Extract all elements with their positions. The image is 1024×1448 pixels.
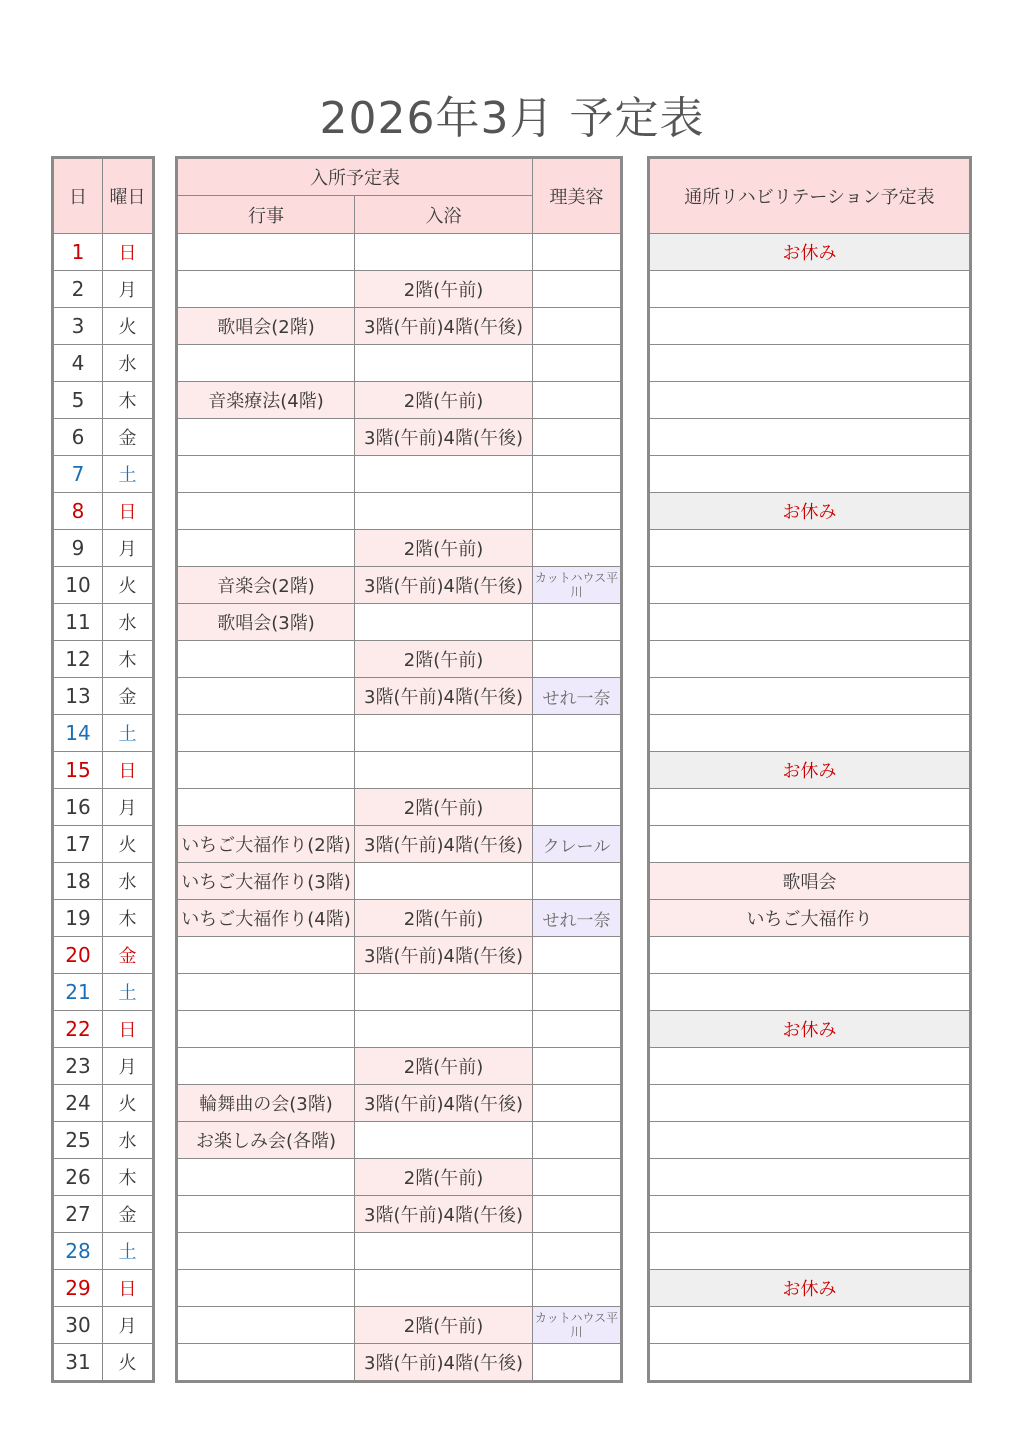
date-row — [53, 1196, 154, 1233]
weekday-cell: 木 — [103, 900, 154, 937]
daycare-row — [649, 641, 971, 678]
barber-cell: せれ一奈 — [533, 900, 622, 937]
bath-cell: 2階(午前) — [355, 271, 533, 308]
day-number: 12 — [53, 641, 103, 678]
resident-row — [177, 1307, 622, 1344]
daycare-cell — [649, 974, 971, 1011]
bath-cell: 2階(午前) — [355, 530, 533, 567]
daycare-cell — [649, 789, 971, 826]
barber-cell: カットハウス平川 — [533, 1307, 622, 1344]
date-row — [53, 493, 154, 530]
date-row — [53, 271, 154, 308]
day-number: 27 — [53, 1196, 103, 1233]
barber-cell: せれ一奈 — [533, 678, 622, 715]
daycare-header: 通所リハビリテーション予定表 — [649, 158, 971, 234]
daycare-cell — [649, 1048, 971, 1085]
resident-row — [177, 604, 622, 641]
date-table — [51, 156, 155, 1383]
weekday-cell: 金 — [103, 937, 154, 974]
bath-cell: 3階(午前)4階(午後) — [355, 1344, 533, 1382]
event-cell: 歌唱会(2階) — [177, 308, 355, 345]
resident-row — [177, 271, 622, 308]
day-number: 4 — [53, 345, 103, 382]
day-number: 23 — [53, 1048, 103, 1085]
barber-cell: カットハウス平川 — [533, 567, 622, 604]
weekday-cell: 金 — [103, 419, 154, 456]
day-header: 日 — [53, 158, 103, 234]
bath-cell — [355, 863, 533, 900]
date-row — [53, 1011, 154, 1048]
event-cell: お楽しみ会(各階) — [177, 1122, 355, 1159]
date-row — [53, 641, 154, 678]
daycare-cell — [649, 678, 971, 715]
daycare-cell — [649, 456, 971, 493]
event-cell — [177, 1011, 355, 1048]
resident-row — [177, 1233, 622, 1270]
barber-cell — [533, 1233, 622, 1270]
event-cell: いちご大福作り(3階) — [177, 863, 355, 900]
event-cell — [177, 419, 355, 456]
date-row — [53, 863, 154, 900]
daycare-cell — [649, 271, 971, 308]
resident-row — [177, 456, 622, 493]
day-number: 19 — [53, 900, 103, 937]
bath-cell: 2階(午前) — [355, 1307, 533, 1344]
day-number: 1 — [53, 234, 103, 271]
daycare-row — [649, 1011, 971, 1048]
event-cell — [177, 1196, 355, 1233]
resident-row — [177, 345, 622, 382]
event-cell — [177, 641, 355, 678]
day-number: 16 — [53, 789, 103, 826]
date-row — [53, 789, 154, 826]
daycare-row — [649, 1307, 971, 1344]
bath-cell: 3階(午前)4階(午後) — [355, 308, 533, 345]
daycare-row — [649, 271, 971, 308]
resident-row — [177, 937, 622, 974]
day-number: 14 — [53, 715, 103, 752]
weekday-cell: 火 — [103, 826, 154, 863]
weekday-cell: 火 — [103, 567, 154, 604]
daycare-cell — [649, 345, 971, 382]
barber-cell — [533, 234, 622, 271]
day-number: 31 — [53, 1344, 103, 1382]
date-row — [53, 1159, 154, 1196]
resident-row — [177, 789, 622, 826]
day-number: 5 — [53, 382, 103, 419]
date-row — [53, 826, 154, 863]
date-row — [53, 1270, 154, 1307]
daycare-row — [649, 604, 971, 641]
resident-row — [177, 752, 622, 789]
date-row — [53, 1048, 154, 1085]
bath-cell — [355, 1011, 533, 1048]
daycare-cell: お休み — [649, 752, 971, 789]
date-row — [53, 567, 154, 604]
event-cell — [177, 456, 355, 493]
bath-cell: 2階(午前) — [355, 1048, 533, 1085]
resident-row — [177, 974, 622, 1011]
resident-row — [177, 419, 622, 456]
daycare-cell — [649, 419, 971, 456]
daycare-cell — [649, 382, 971, 419]
event-cell — [177, 678, 355, 715]
weekday-cell: 日 — [103, 234, 154, 271]
barber-cell — [533, 419, 622, 456]
event-cell — [177, 1233, 355, 1270]
daycare-cell: 歌唱会 — [649, 863, 971, 900]
event-cell — [177, 271, 355, 308]
weekday-cell: 日 — [103, 1011, 154, 1048]
daycare-cell: いちご大福作り — [649, 900, 971, 937]
bath-cell: 2階(午前) — [355, 1159, 533, 1196]
daycare-row — [649, 567, 971, 604]
event-cell — [177, 234, 355, 271]
weekday-cell: 月 — [103, 1048, 154, 1085]
barber-cell — [533, 1159, 622, 1196]
date-row — [53, 1085, 154, 1122]
event-cell — [177, 1270, 355, 1307]
daycare-row — [649, 1159, 971, 1196]
event-cell — [177, 345, 355, 382]
barber-cell — [533, 752, 622, 789]
daycare-row — [649, 382, 971, 419]
resident-row — [177, 678, 622, 715]
date-row — [53, 752, 154, 789]
date-row — [53, 308, 154, 345]
event-cell — [177, 974, 355, 1011]
daycare-cell — [649, 530, 971, 567]
daycare-cell — [649, 715, 971, 752]
bath-cell — [355, 493, 533, 530]
resident-row — [177, 1011, 622, 1048]
barber-cell — [533, 456, 622, 493]
event-header: 行事 — [177, 196, 355, 234]
resident-row — [177, 382, 622, 419]
event-cell — [177, 493, 355, 530]
event-cell: 歌唱会(3階) — [177, 604, 355, 641]
bath-cell: 3階(午前)4階(午後) — [355, 567, 533, 604]
weekday-cell: 水 — [103, 863, 154, 900]
resident-row — [177, 641, 622, 678]
event-cell: 音楽会(2階) — [177, 567, 355, 604]
resident-row — [177, 530, 622, 567]
date-row — [53, 900, 154, 937]
resident-row — [177, 826, 622, 863]
date-row — [53, 1344, 154, 1382]
day-number: 9 — [53, 530, 103, 567]
date-row — [53, 937, 154, 974]
event-cell — [177, 1344, 355, 1382]
daycare-cell — [649, 1307, 971, 1344]
resident-row — [177, 863, 622, 900]
bath-cell — [355, 234, 533, 271]
barber-cell — [533, 308, 622, 345]
bath-header: 入浴 — [355, 196, 533, 234]
daycare-row — [649, 493, 971, 530]
weekday-cell: 月 — [103, 789, 154, 826]
day-number: 10 — [53, 567, 103, 604]
bath-cell — [355, 1122, 533, 1159]
resident-row — [177, 715, 622, 752]
daycare-cell — [649, 826, 971, 863]
weekday-cell: 月 — [103, 1307, 154, 1344]
event-cell — [177, 1159, 355, 1196]
daycare-cell — [649, 1085, 971, 1122]
daycare-row — [649, 456, 971, 493]
daycare-row — [649, 345, 971, 382]
day-number: 11 — [53, 604, 103, 641]
event-cell — [177, 937, 355, 974]
bath-cell: 3階(午前)4階(午後) — [355, 678, 533, 715]
day-number: 20 — [53, 937, 103, 974]
barber-cell — [533, 1048, 622, 1085]
barber-cell — [533, 345, 622, 382]
weekday-cell: 日 — [103, 752, 154, 789]
day-number: 7 — [53, 456, 103, 493]
weekday-cell: 水 — [103, 345, 154, 382]
daycare-row — [649, 678, 971, 715]
weekday-cell: 金 — [103, 1196, 154, 1233]
page-title: 2026年3月 予定表 — [319, 93, 705, 144]
daycare-cell — [649, 1196, 971, 1233]
daycare-schedule-table — [647, 156, 972, 1383]
resident-row — [177, 234, 622, 271]
barber-cell — [533, 1011, 622, 1048]
event-cell — [177, 530, 355, 567]
bath-cell — [355, 345, 533, 382]
resident-row — [177, 1344, 622, 1382]
bath-cell — [355, 715, 533, 752]
date-row — [53, 604, 154, 641]
daycare-cell — [649, 308, 971, 345]
day-number: 8 — [53, 493, 103, 530]
weekday-cell: 金 — [103, 678, 154, 715]
barber-cell — [533, 1122, 622, 1159]
weekday-cell: 水 — [103, 604, 154, 641]
barber-cell — [533, 789, 622, 826]
daycare-row — [649, 826, 971, 863]
weekday-cell: 土 — [103, 1233, 154, 1270]
date-row — [53, 382, 154, 419]
daycare-cell: お休み — [649, 493, 971, 530]
barber-cell — [533, 493, 622, 530]
weekday-header: 曜日 — [103, 158, 154, 234]
barber-cell — [533, 604, 622, 641]
barber-cell — [533, 530, 622, 567]
daycare-cell — [649, 567, 971, 604]
resident-row — [177, 1196, 622, 1233]
date-row — [53, 419, 154, 456]
day-number: 6 — [53, 419, 103, 456]
daycare-row — [649, 234, 971, 271]
daycare-row — [649, 1122, 971, 1159]
daycare-row — [649, 900, 971, 937]
daycare-row — [649, 974, 971, 1011]
daycare-cell — [649, 937, 971, 974]
day-number: 15 — [53, 752, 103, 789]
bath-cell: 2階(午前) — [355, 382, 533, 419]
bath-cell: 3階(午前)4階(午後) — [355, 826, 533, 863]
resident-row — [177, 1270, 622, 1307]
resident-schedule-table — [175, 156, 623, 1383]
day-number: 2 — [53, 271, 103, 308]
event-cell — [177, 1307, 355, 1344]
weekday-cell: 木 — [103, 641, 154, 678]
resident-row — [177, 1122, 622, 1159]
day-number: 3 — [53, 308, 103, 345]
event-cell — [177, 1048, 355, 1085]
resident-row — [177, 900, 622, 937]
day-number: 28 — [53, 1233, 103, 1270]
bath-cell — [355, 974, 533, 1011]
weekday-cell: 土 — [103, 974, 154, 1011]
barber-cell — [533, 974, 622, 1011]
daycare-row — [649, 715, 971, 752]
bath-cell — [355, 752, 533, 789]
day-number: 22 — [53, 1011, 103, 1048]
weekday-cell: 土 — [103, 715, 154, 752]
event-cell — [177, 789, 355, 826]
bath-cell — [355, 1270, 533, 1307]
resident-row — [177, 1159, 622, 1196]
weekday-cell: 日 — [103, 1270, 154, 1307]
weekday-cell: 火 — [103, 1085, 154, 1122]
bath-cell — [355, 604, 533, 641]
weekday-cell: 木 — [103, 1159, 154, 1196]
barber-cell — [533, 1196, 622, 1233]
bath-cell: 3階(午前)4階(午後) — [355, 937, 533, 974]
resident-row — [177, 493, 622, 530]
daycare-row — [649, 1233, 971, 1270]
day-number: 29 — [53, 1270, 103, 1307]
daycare-cell: お休み — [649, 1011, 971, 1048]
daycare-row — [649, 937, 971, 974]
date-row — [53, 345, 154, 382]
day-number: 26 — [53, 1159, 103, 1196]
daycare-row — [649, 308, 971, 345]
daycare-cell — [649, 1233, 971, 1270]
barber-cell — [533, 715, 622, 752]
daycare-cell — [649, 641, 971, 678]
daycare-row — [649, 789, 971, 826]
daycare-cell: お休み — [649, 1270, 971, 1307]
bath-cell: 3階(午前)4階(午後) — [355, 419, 533, 456]
daycare-cell — [649, 1122, 971, 1159]
daycare-row — [649, 530, 971, 567]
resident-row — [177, 1048, 622, 1085]
resident-row — [177, 308, 622, 345]
barber-cell — [533, 641, 622, 678]
daycare-cell: お休み — [649, 234, 971, 271]
date-row — [53, 974, 154, 1011]
barber-cell: クレール — [533, 826, 622, 863]
day-number: 18 — [53, 863, 103, 900]
barber-cell — [533, 937, 622, 974]
event-cell — [177, 715, 355, 752]
bath-cell: 2階(午前) — [355, 789, 533, 826]
daycare-cell — [649, 1344, 971, 1382]
barber-cell — [533, 382, 622, 419]
daycare-cell — [649, 1159, 971, 1196]
weekday-cell: 火 — [103, 308, 154, 345]
date-row — [53, 530, 154, 567]
date-row — [53, 1307, 154, 1344]
resident-row — [177, 567, 622, 604]
day-number: 30 — [53, 1307, 103, 1344]
daycare-row — [649, 1344, 971, 1382]
barber-header: 理美容 — [533, 158, 622, 234]
date-row — [53, 456, 154, 493]
resident-row — [177, 1085, 622, 1122]
day-number: 21 — [53, 974, 103, 1011]
weekday-cell: 日 — [103, 493, 154, 530]
date-row — [53, 1233, 154, 1270]
barber-cell — [533, 1270, 622, 1307]
weekday-cell: 火 — [103, 1344, 154, 1382]
daycare-row — [649, 752, 971, 789]
daycare-row — [649, 1048, 971, 1085]
weekday-cell: 月 — [103, 271, 154, 308]
weekday-cell: 土 — [103, 456, 154, 493]
date-row — [53, 1122, 154, 1159]
bath-cell — [355, 456, 533, 493]
weekday-cell: 木 — [103, 382, 154, 419]
bath-cell — [355, 1233, 533, 1270]
bath-cell: 2階(午前) — [355, 641, 533, 678]
daycare-cell — [649, 604, 971, 641]
day-number: 25 — [53, 1122, 103, 1159]
date-row — [53, 234, 154, 271]
barber-cell — [533, 271, 622, 308]
date-row — [53, 678, 154, 715]
event-cell: いちご大福作り(2階) — [177, 826, 355, 863]
event-cell: 音楽療法(4階) — [177, 382, 355, 419]
daycare-row — [649, 1270, 971, 1307]
date-row — [53, 715, 154, 752]
weekday-cell: 水 — [103, 1122, 154, 1159]
barber-cell — [533, 1085, 622, 1122]
bath-cell: 2階(午前) — [355, 900, 533, 937]
bath-cell: 3階(午前)4階(午後) — [355, 1085, 533, 1122]
bath-cell: 3階(午前)4階(午後) — [355, 1196, 533, 1233]
event-cell: 輪舞曲の会(3階) — [177, 1085, 355, 1122]
day-number: 13 — [53, 678, 103, 715]
daycare-row — [649, 863, 971, 900]
barber-cell — [533, 1344, 622, 1382]
daycare-row — [649, 419, 971, 456]
resident-group-header: 入所予定表 — [177, 158, 533, 196]
day-number: 17 — [53, 826, 103, 863]
daycare-row — [649, 1196, 971, 1233]
weekday-cell: 月 — [103, 530, 154, 567]
barber-cell — [533, 863, 622, 900]
day-number: 24 — [53, 1085, 103, 1122]
event-cell — [177, 752, 355, 789]
event-cell: いちご大福作り(4階) — [177, 900, 355, 937]
daycare-row — [649, 1085, 971, 1122]
